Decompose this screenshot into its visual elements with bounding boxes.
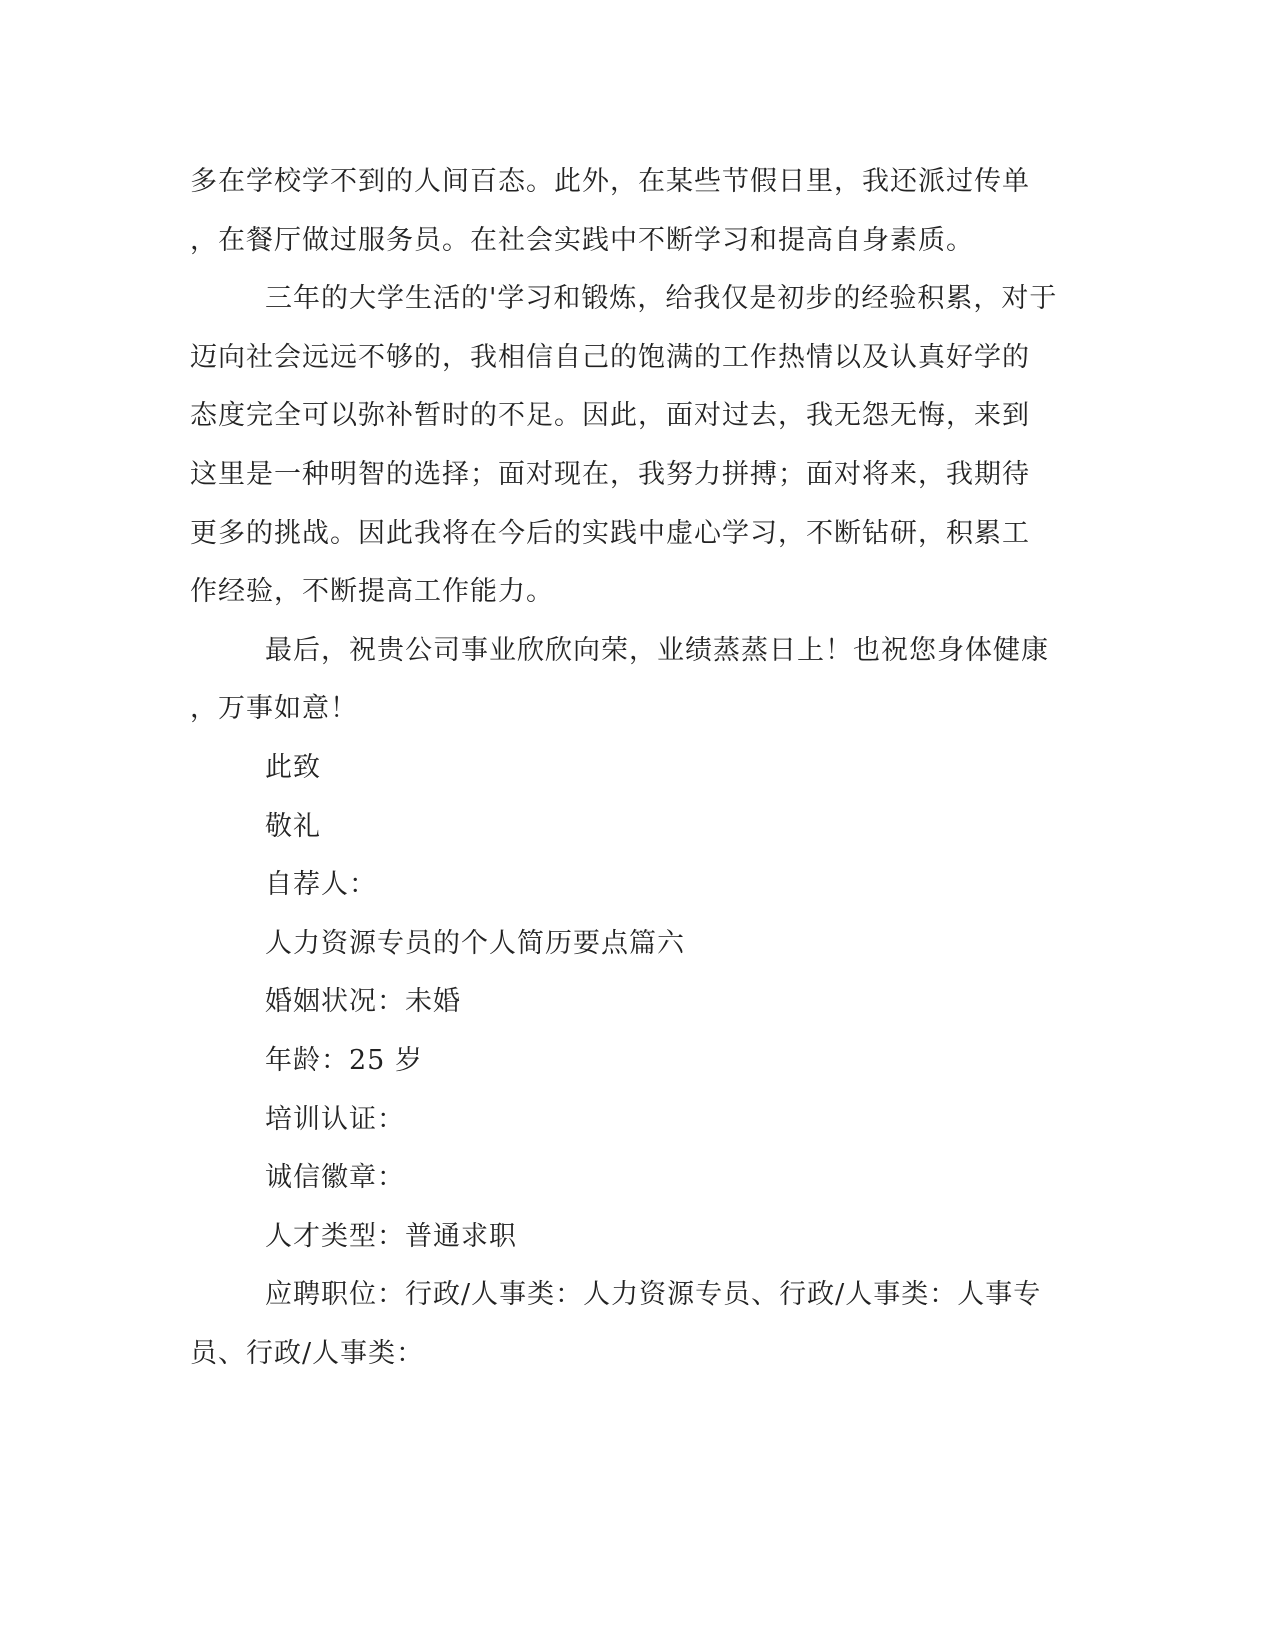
signature-line: 自荐人： (265, 869, 377, 900)
paragraph-line: ，万事如意！ (190, 693, 358, 724)
paragraph-line: 多在学校学不到的人间百态。此外，在某些节假日里，我还派过传单 (190, 166, 1030, 197)
info-field: 诚信徽章： (265, 1162, 405, 1193)
paragraph-line: 迈向社会远远不够的，我相信自己的饱满的工作热情以及认真好学的 (190, 342, 1030, 373)
section-heading: 人力资源专员的个人简历要点篇六 (265, 928, 685, 959)
info-field: 培训认证： (265, 1104, 405, 1135)
info-field: 人才类型：普通求职 (265, 1221, 517, 1252)
info-field: 应聘职位：行政/人事类：人力资源专员、行政/人事类：人事专 (265, 1279, 1042, 1310)
paragraph-line: 更多的挑战。因此我将在今后的实践中虚心学习，不断钻研，积累工 (190, 518, 1030, 549)
paragraph-line: 态度完全可以弥补暂时的不足。因此，面对过去，我无怨无悔，来到 (190, 400, 1030, 431)
info-field: 年龄：25 岁 (265, 1045, 423, 1076)
paragraph-line: 这里是一种明智的选择；面对现在，我努力拼搏；面对将来，我期待 (190, 459, 1030, 490)
info-field: 婚姻状况：未婚 (265, 986, 461, 1017)
paragraph-line: 最后，祝贵公司事业欣欣向荣，业绩蒸蒸日上！也祝您身体健康 (265, 635, 1049, 666)
paragraph-line: 作经验，不断提高工作能力。 (190, 576, 554, 607)
info-field: 员、行政/人事类： (190, 1338, 425, 1369)
closing-line: 此致 (265, 752, 321, 783)
closing-line: 敬礼 (265, 811, 321, 842)
paragraph-line: 三年的大学生活的'学习和锻炼，给我仅是初步的经验积累，对于 (265, 283, 1058, 314)
paragraph-line: ，在餐厅做过服务员。在社会实践中不断学习和提高自身素质。 (190, 225, 974, 256)
